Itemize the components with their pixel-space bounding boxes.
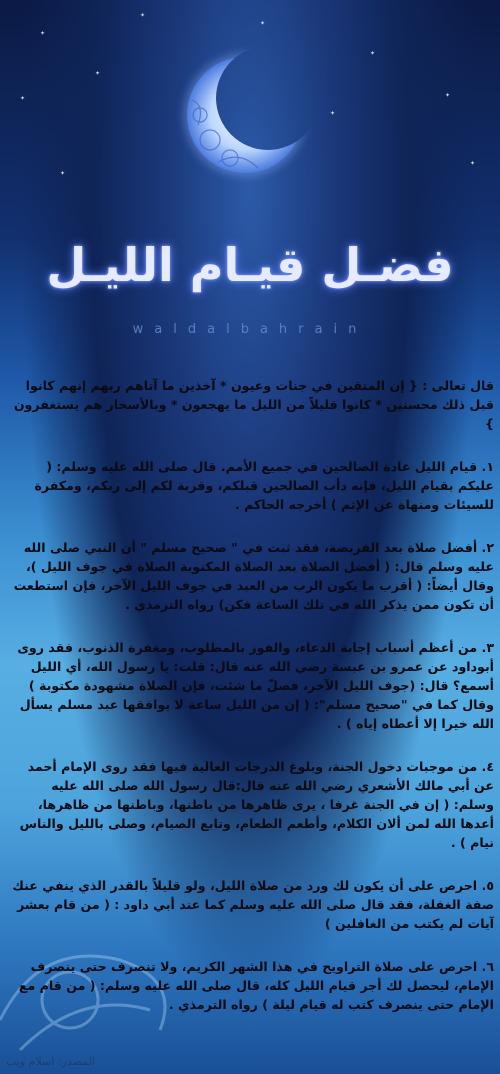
page-title: فضـل قيـام الليـل (46, 238, 454, 292)
star-icon: ✦ (445, 92, 451, 99)
verse-paragraph: قال تعالى : { إن المتقين في جنات وعيون * آخذين ما آتاهم ربهم إنهم كانوا قبل ذلك محسنين * كانوا قليلاً من الليل ما يهجعون * وبالأسحار هم يستغفرون } (13, 378, 494, 431)
star-icon: ✦ (260, 20, 266, 27)
crescent-moon-icon (170, 40, 320, 190)
star-icon: ✦ (330, 110, 336, 117)
point-5-paragraph: ٥. احرص على أن يكون لك ورد من صلاة الليل، ولو قليلاً بالقدر الذي ينفي عنك صفة الغفلة، فقد قال صلى الله عليه وسلم كما عند أبي داود : ( من قام بعشر آيات لم يكتب من الغافلين ) (12, 878, 494, 931)
point-2-paragraph: ٢. أفضل صلاة بعد الفريضة، فقد ثبت في " صحيح مسلم " أن النبي صلى الله عليه وسلم قال: ( أفضل الصلاة بعد الصلاة المكتوبة الصلاة في جوف الليل )، وقال أيضاً: ( أقرب ما يكون الرب من العبد في جوف الليل الآخر، فإن استطعت أن تكون ممن يذكر الله في تلك الساعة فكن) رواه الترمذي . (13, 540, 494, 612)
star-icon: ✦ (40, 30, 46, 37)
point-6-paragraph: ٦. احرص على صلاة التراويح في هذا الشهر الكريم، ولا تنصرف حتى ينصرف الإمام، ليحصل لك أجر قيام الليل كله، قال صلى الله عليه وسلم: ( من قام مع الإمام حتى ينصرف كتب له قيام ليلة ) رواه الترمذي . (18, 959, 494, 1012)
star-icon: ✦ (370, 50, 376, 57)
star-icon: ✦ (60, 170, 66, 177)
source-credit: المصدر: اسلام ويب (6, 1055, 95, 1068)
watermark: waldalbahrain (132, 322, 368, 337)
point-4-paragraph: ٤. من موجبات دخول الجنة، وبلوغ الدرجات العالية فيها فقد روى الإمام أحمد عن أبي مالك الأشعري رضي الله عنه قال:قال رسول الله صلى الله عليه وسلم: ( إن في الجنة غرفا ، يرى ظاهرها من باطنها، وباطنها من ظاهرها، أعدها الله لمن ألان الكلام، وأطعم الطعام، وتابع الصيام، وصلى بالليل والناس نيام ) . (19, 759, 494, 850)
point-1-paragraph: ١. قيام الليل عادة الصالحين في جميع الأمم. قال صلى الله عليه وسلم: ( عليكم بقيام الليل، فإنه دأب الصالحين قبلكم، وقربة لكم إلى ربكم، ومكفرة للسيئات ومنهاة عن الإثم ) أخرجه الحاكم . (34, 459, 494, 512)
star-icon: ✦ (95, 70, 101, 77)
star-icon: ✦ (140, 12, 146, 19)
star-icon: ✦ (470, 160, 476, 167)
star-icon: ✦ (20, 95, 26, 102)
article-body (8, 376, 494, 1038)
point-3-paragraph: ٣. من أعظم أسباب إجابة الدعاء، والفوز بالمطلوب، ومغفرة الذنوب، فقد روى أبوداود عن عمرو بن عبسة رضي الله عنه قال: قلت: يا رسول الله، أي الليل أسمع؟ قال: (جوف الليل الآخر، فصلّ ما شئت، فإن الصلاة مشهودة مكتوبة ) وقال كما في "صحيح مسلم": ( إن من الليل ساعة لا يوافقها عبد مسلم يسأل الله خيرا إلا أعطاه إياه ) . (17, 640, 494, 731)
